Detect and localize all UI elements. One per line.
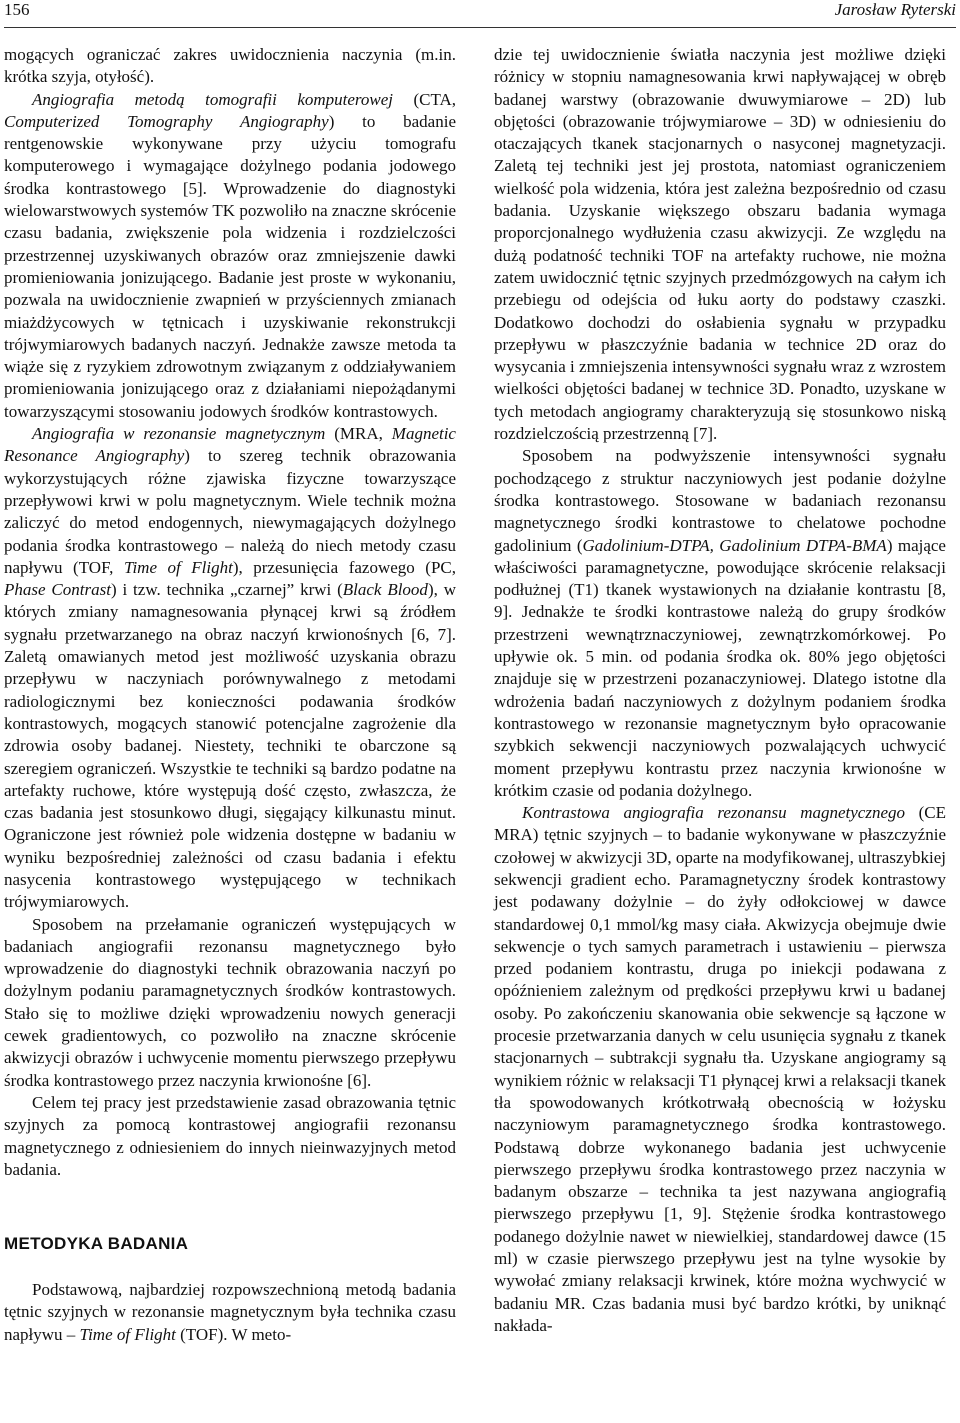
paragraph: dzie tej uwidocznienie światła naczynia jest możliwe dzięki różnicy w stopniu namagnesowania krwi napływającej w obręb badanej warstwy (obrazowanie dwuwymiarowe – 2D) lub objętości (obrazowanie trójwymiarowe – 3D) w odniesieniu do otaczających tkanek stacjonarnych o nasyconej magnetyzacji. Zaletą tej techniki jest jej prostota, natomiast ograniczeniem wielkość pola widzenia, która jest zależna bezpośrednio od czasu badania. Uzyskanie większego obszaru badania wymaga proporcjonalnego wydłużenia czasu akwizycji. Ze względu na dużą podatność techniki TOF na artefakty ruchowe, nie można zatem uwidocznić tętnic szyjnych przedmózgowych na całym ich przebiegu od odejścia od łuku aorty do podstawy czaszki. Dodatkowo dochodzi do osłabienia sygnału w przypadku przepływu w płaszczyźnie badania w technice 2D oraz do wysycania i zmniejszenia intensywności sygnału wraz z wzrostem wielkości objętości badanej w technice 3D. Ponadto, uzyskane w tych metodach angiogramy charakteryzują się stosunkowo niską rozdzielczością przestrzenną [7]. [494,45,946,444]
term-mra-en: Magnetic Resonance Angiography [4,424,456,466]
paragraph-methods [4,1279,456,1346]
text-run: ) mające właściwości paramagnetyczne, powodujące skrócenie relaksacji podłużnej (T1) tkanek wystawionych na działanie kontrastu [8, 9]. Jednakże te środki kontrastowe należą do grupy środków przestrzeni wewnątrznaczyniowej, zewnątrzkomórkowej. Po upływie ok. 5 min. od podania środka ok. 80% jego objętości znajduje się w przestrzeni pozanaczyniowej. Dlatego istotne dla wdrożenia badań naczyniowych z dożylnym podaniem środka kontrastowego w rezonansie magnetycznym było opracowanie szybkich sekwencji naczyniowych pozwalających uchwycić moment przepływu kontrastu przez naczynia krwionośne w krótkim czasie od podania dożylnego. [494,535,946,800]
term-pc: Phase Contrast [4,580,111,600]
text-run: ) to szereg technik obrazowania wykorzystujących różne zjawiska fizyczne towarzyszące przepływowi krwi w polu magnetycznym. Wiele technik można zaliczyć do metod endogennych, niewymagających dożylnego podania środka kontrastowego – należą do niech metody czasu napływu (TOF, [4,446,456,577]
right-column [494,44,946,1337]
paragraph-ce-mra [494,802,946,1337]
term-gadolinium: Gadolinium-DTPA, Gadolinium DTPA-BMA [582,535,887,555]
paragraph-cta [4,89,456,423]
term-mra: Angiografia w rezonansie magnetycznym [32,424,326,444]
term-cta: Angiografia metodą tomografii komputerowej [32,89,393,109]
text-run: Podstawową, najbardziej rozpowszechnioną metodą badania tętnic szyjnych w rezonansie magnetycznym była technika czasu napływu – [4,1280,456,1344]
term-cta-en: Computerized Tomography Angiography [4,111,329,131]
left-column [4,44,456,1346]
page-number: 156 [4,0,30,19]
term-black-blood: Black Blood [342,580,428,600]
paragraph-contrast [494,445,946,802]
text-run: (TOF). W meto- [175,1324,292,1344]
paragraph-mra [4,423,456,914]
text-run: ) i tzw. technika „czarnej” krwi ( [110,580,343,600]
text-run: (CTA, [393,89,456,109]
paragraph: Sposobem na przełamanie ograniczeń występujących w badaniach angiografii rezonansu magnetycznego było wprowadzenie do diagnostyki technik obrazowania naczyń po dożylnym podaniu paramagnetycznych środków kontrastowych. Stało się to możliwe dzięki wprowadzeniu nowych generacji cewek gradientowych, co pozwoliło na znaczne skrócenie akwizycji obrazów i uchwycenie momentu pierwszego przepływu środka kontrastowego przez naczynia krwionośne [6]. [4,914,456,1090]
text-run: ) to badanie rentgenowskie wykonywane przy użyciu tomografu komputerowego i wymagające dożylnego podania jodowego środka kontrastowego [5]. Wprowadzenie do diagnostyki wielowarstwowych systemów TK pozwoliło na znaczne skrócenie czasu badania, zwiększenie pola widzenia i rozdzielczości przestrzennej uzyskiwanych obrazów oraz zmniejszenie dawki promieniowania jonizującego. Badanie jest proste w wykonaniu, pozwala na uwidocznienie zwapnień w przyściennych zmianach miażdżycowych w tętnicach i uzyskiwanie rekonstrukcji trójwymiarowych badanych naczyń. Jednakże zawsze metoda ta wiąże się z ryzykiem zdrowotnym związanym z oddziaływaniem promieniowania jonizującego oraz z działaniami niepożądanymi towarzyszącymi stosowaniu jodowych środków kontrastowych. [4,111,456,421]
paragraph: mogących ograniczać zakres uwidocznienia naczynia (m.in. krótka szyja, otyłość). [4,45,456,87]
text-run: ), przesunięcia fazowego (PC, [232,557,456,577]
term-ce-mra: Kontrastowa angiografia rezonansu magnetycznego [522,803,906,823]
text-run: (CE MRA) tętnic szyjnych – to badanie wykonywane w płaszczyźnie czołowej w akwizycji 3D, oparte na modyfikowanej, ultraszybkiej sekwencji gradient echo. Paramagnetyczny środek kontrastowy jest podawany dożylnie – do żyły odłokciowej w dawce standardowej 0,1 mmol/kg masy ciała. Akwizycja obejmuje dwie sekwencje o tych samych parametrach i ustawieniu – pierwsza przed podaniem kontrastu, druga po iniekcji podawana z opóźnieniem zależnym od prędkości przepływu krwi u badanej osoby. Po zakończeniu skanowania obie sekwencje są łączone w procesie przetwarzania danych w celu usunięcia sygnału z tkanek stacjonarnych – subtrakcji sygnału tła. Uzyskane angiogramy są wynikiem różnic w relaksacji T1 płynącej krwi a relaksacji tkanek tła spowodowanych krótkotrwałą obecnością w łożysku naczyniowym paramagnetycznego środka kontrastowego. Podstawą dobrze wykonanego badania jest uchwycenie pierwszego przepływu środka kontrastowego przez naczynia w badanym obszarze – technika ta jest nazywana angiografią pierwszego przepływu [1, 9]. Stężenie środka kontrastowego podanego dożylnie nawet w niewielkiej, standardowej dawce (15 ml) w czasie pierwszego przepływu jest na tylne wysokie by wywołać zmiany relaksacji krwinek, które można wychwycić w badaniu MR. Czas badania musi być bardzo krótki, by uniknąć nakłada- [494,803,947,1335]
term-tof: Time of Flight [79,1324,176,1344]
text-run: Sposobem na podwyższenie intensywności sygnału pochodzącego z struktur naczyniowych jest podanie dożylne środka kontrastowego. Stosowane w badaniach rezonansu magnetycznego środki kontrastowe to chelatowe pochodne gadolinium ( [494,446,946,555]
running-author: Jarosław Ryterski [834,0,956,19]
text-run: ), w których zmiany namagnesowania płynącej krwi są źródłem sygnału przetwarzanego na obraz naczyń krwionośnych [6, 7]. Zaletą omawianych metod jest możliwość uzyskania obrazu przepływu w naczyniach porównywalnego z metodami radiologicznymi bez konieczności podawania środków kontrastowych, mogących stanowić potencjalne zagrożenie dla zdrowia osoby badanej. Niestety, techniki te obarczone są szeregiem ograniczeń. Wszystkie te techniki są bardzo podatne na artefakty ruchowe, które występują dość często, zwłaszcza, że czas badania jest stosunkowo długi, sięgający kilkunastu minut. Ograniczone jest również pole widzenia dostępne w badaniu w wyniku bezpośredniej zależności od czasu badania i efektu nasycenia kontrastowego występującego w technikach trójwymiarowych. [4,580,456,912]
term-tof: Time of Flight [123,557,233,577]
text-run: (MRA, [325,424,392,444]
header-rule [4,27,956,28]
page-header [4,0,956,34]
paragraph: Celem tej pracy jest przedstawienie zasad obrazowania tętnic szyjnych za pomocą kontrastowej angiografii rezonansu magnetycznego z odniesieniem do innych nieinwazyjnych metod badania. [4,1092,456,1179]
section-heading: METODYKA BADANIA [4,1234,189,1254]
